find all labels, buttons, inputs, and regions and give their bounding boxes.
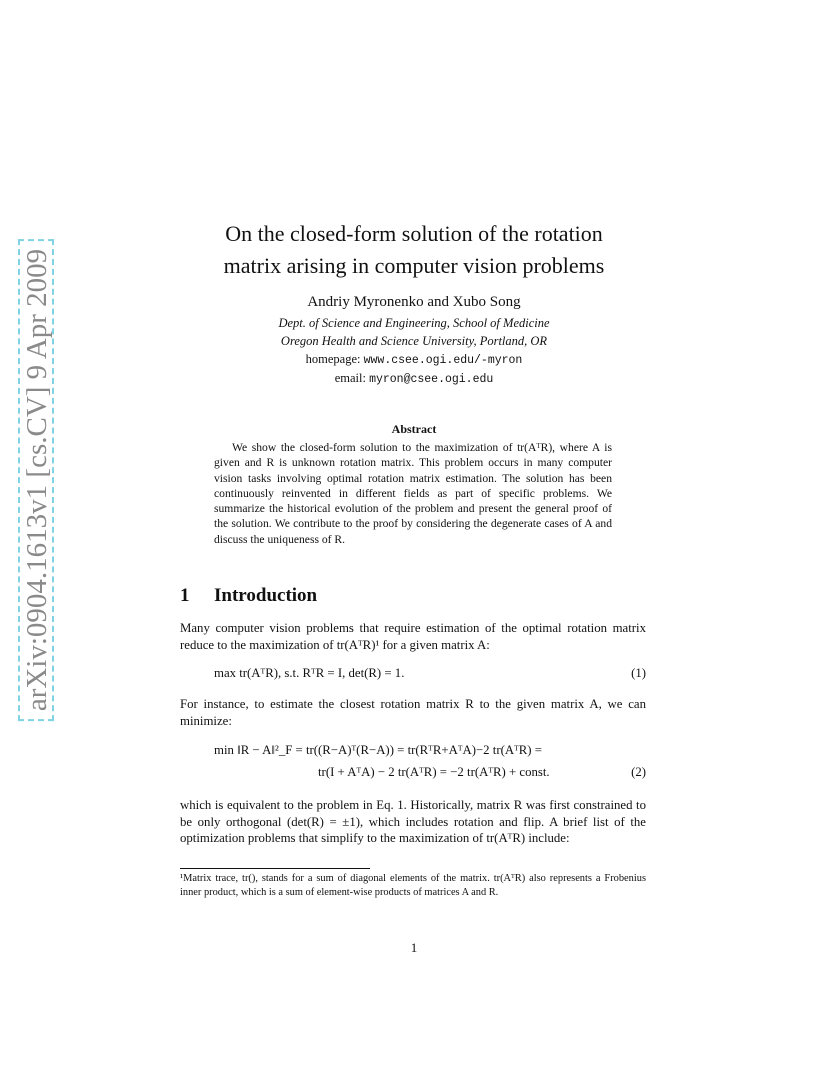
equation-1 — [180, 666, 646, 684]
email-label: email: — [334, 371, 370, 385]
title-line-2: matrix arising in computer vision problems — [223, 253, 605, 278]
homepage-label: homepage: — [305, 352, 364, 366]
section-title: Introduction — [214, 585, 318, 606]
equation-2-line-1: min ‖R − A‖²_F = tr((R−A)ᵀ(R−A)) = tr(RᵀR+AᵀA)−2 tr(AᵀR) = — [214, 743, 542, 757]
homepage-url[interactable]: www.csee.ogi.edu/-myron — [363, 354, 523, 367]
arxiv-stamp-text: arXiv:0904.1613v1 [cs.CV] 9 Apr 2009 — [18, 239, 54, 721]
authors: Andriy Myronenko and Xubo Song — [307, 294, 521, 310]
section-number: 1 — [180, 585, 190, 606]
paragraph-1: Many computer vision problems that require estimation of the optimal rotation matrix reduce to the maximization of tr(AᵀR)¹ for a given matrix A: — [180, 621, 646, 652]
affiliation-line-2: Oregon Health and Science University, Portland, OR — [280, 334, 548, 348]
section-heading — [180, 585, 317, 607]
equation-2-number: (2) — [631, 765, 646, 779]
equation-1-body: max tr(AᵀR), s.t. RᵀR = I, det(R) = 1. — [214, 666, 405, 680]
paragraph-3: which is equivalent to the problem in Eq. 1. Historically, matrix R was first constrained to be only orthogonal (det(R) = ±1), which includes rotation and flip. A brief list of the optimization problems that simplify to the maximization of tr(AᵀR) include: — [180, 798, 646, 845]
paragraph-2: For instance, to estimate the closest rotation matrix R to the given matrix A, we can minimize: — [180, 697, 646, 728]
abstract-text: We show the closed-form solution to the maximization of tr(AᵀR), where A is given and R is unknown rotation matrix. This problem occurs in many computer vision tasks involving optimal rotation matrix estimation. The solution has been continuously reinvented in different fields as part of specific problems. We summarize the historical evolution of the problem and present the general proof of the solution. We contribute to the proof by considering the degenerate cases of A and discuss the uniqueness of R. — [214, 441, 612, 546]
footnote-rule — [180, 868, 370, 869]
footnote: ¹Matrix trace, tr(), stands for a sum of diagonal elements of the matrix. tr(AᵀR) also represents a Frobenius inner product, which is a sum of element-wise products of matrices A and R. — [180, 873, 646, 898]
email-address[interactable]: myron@csee.ogi.edu — [369, 373, 494, 386]
affiliation-line-1: Dept. of Science and Engineering, School of Medicine — [278, 316, 550, 330]
equation-1-number: (1) — [631, 666, 646, 680]
abstract-heading: Abstract — [391, 422, 437, 436]
paper-title — [180, 218, 648, 282]
equation-2-line-2: tr(I + AᵀA) − 2 tr(AᵀR) = −2 tr(AᵀR) + const. — [318, 765, 550, 779]
title-line-1: On the closed-form solution of the rotation — [225, 221, 603, 246]
equation-2 — [180, 743, 646, 783]
email — [180, 371, 648, 386]
homepage — [180, 352, 648, 367]
page-number: 1 — [410, 940, 418, 955]
